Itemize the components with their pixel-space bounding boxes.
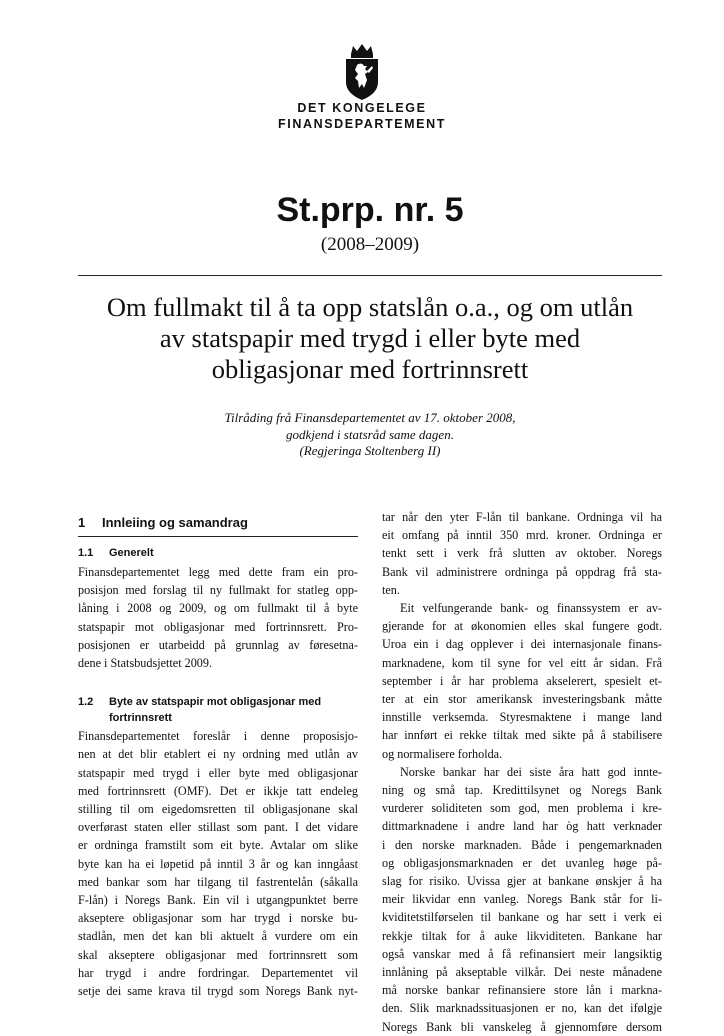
section-1-1-heading <box>78 545 358 561</box>
title-divider <box>78 275 662 276</box>
text-line: og normalisere forholda. <box>382 746 503 761</box>
text-line: Bank vil administrere ordninga på oppdrag frå sta- <box>382 564 662 579</box>
text-line: med fortrinnsrett (OMF). Det er ikkje tatt endeleg <box>78 783 358 798</box>
section-title: Byte av statspapir mot obligasjonar med <box>109 696 322 709</box>
text-line: overførast staten eller stillast som pant. I det vidare <box>78 820 358 835</box>
text-line: akseptere obligasjonar som har trygd i norske bu- <box>78 911 358 926</box>
text-line: gjerande for at økonomien elles skal fungere godt. <box>382 619 662 634</box>
text-line: skal akseptere obligasjonar med fortrinnsrett som <box>78 947 358 962</box>
text-line: tar når den yter F-lån til bankane. Ordninga vil ha <box>382 510 662 524</box>
text-line: eit omfang på inntil 350 mrd. kroner. Ordninga er <box>382 528 662 543</box>
text-line: Noregs Bank bli vanskeleg å gjennomføre dersom <box>382 1019 662 1034</box>
text-line: og obligasjonsmarknaden er det uvanleg høge på- <box>382 855 662 870</box>
text-line: ning og små tap. Kredittilsynet og Noregs Bank <box>382 783 662 798</box>
section-title: Generelt <box>109 547 154 559</box>
document-year: (2008–2009) <box>320 234 420 255</box>
text-line: har trygd i andre fordringar. Departementet vil <box>78 965 358 980</box>
text-line: også vanskar med å få refinansiert meir langsiktig <box>382 946 662 961</box>
section-1-2-text <box>78 727 358 1000</box>
right-column <box>382 508 662 1036</box>
text-line: Eit velfungerande bank- og finanssystem er av- <box>400 601 662 616</box>
text-line: september i år har problema akselerert, spesielt et- <box>382 673 662 688</box>
text-line: dittmarknadene i andre land har òg hatt verknader <box>382 819 662 834</box>
section-divider <box>78 536 358 537</box>
left-column <box>78 505 358 1000</box>
text-line: må norske bankar refinansiere store lån i markna- <box>382 983 662 998</box>
section-1-2-heading <box>78 694 358 710</box>
text-line: Finansdepartementet legg med dette fram ein pro- <box>78 565 358 579</box>
text-line: i den norske marknaden. Både i pengemarknaden <box>382 837 662 852</box>
paragraph-3 <box>382 763 662 1036</box>
text-line: posisjonen er utarbeidd på grunnlag av føresetna- <box>78 637 358 652</box>
document-title <box>78 292 662 385</box>
section-title: Innleiing og samandrag <box>102 515 248 530</box>
section-1-2-heading-cont <box>78 710 358 726</box>
text-line: vurderer soliditeten som god, men problema i kre- <box>382 801 662 816</box>
text-line: dene i Statsbudsjettet 2009. <box>78 656 213 671</box>
section-title: fortrinnsrett <box>109 712 172 725</box>
text-line: slag for risiko. Uvissa gjer at bankane ønskjer å ha <box>382 874 662 889</box>
text-line: meir likvidar enn vanleg. Noregs Bank står for li- <box>382 892 662 907</box>
title-line: Om fullmakt til å ta opp statslån o.a., og om utlån <box>106 292 634 322</box>
paragraph-1 <box>382 508 662 599</box>
approval-line: (Regjeringa Stoltenberg II) <box>299 443 441 458</box>
text-line: innstille verksemda. Styresmaktene i mange land <box>382 710 662 725</box>
text-line: rekkje tiltak for å auke likviditeten. Bankane har <box>382 928 662 943</box>
paragraph-2 <box>382 599 662 763</box>
text-line: innlåning på akseptable vilkår. Dei neste månadene <box>382 965 662 980</box>
text-line: Norske bankar har dei siste åra hatt god innte- <box>400 764 662 779</box>
section-1-1-text <box>78 563 358 672</box>
approval-line: Tilråding frå Finansdepartementet av 17. oktober 2008, <box>224 410 516 425</box>
text-line: ten. <box>382 582 400 597</box>
text-line: statspapir med trygd i eller byte med obligasjonar <box>78 765 358 780</box>
ministry-line-2: FINANSDEPARTEMENT <box>278 117 446 131</box>
text-line: byte kan ha ei løpetid på inntil 3 år og kan inngåast <box>78 856 358 871</box>
title-line: av statspapir med trygd i eller byte med <box>159 323 581 353</box>
norwegian-coat-of-arms-icon <box>345 44 379 100</box>
text-line: tenkt sett i verk frå slutten av oktober. Noregs <box>382 546 662 561</box>
section-1-heading <box>78 515 358 531</box>
text-line: har innført ei rekke tiltak med sikte på å stabilisere <box>382 728 662 743</box>
document-number: St.prp. nr. 5 <box>276 191 464 229</box>
section-number: 1.1 <box>78 547 94 559</box>
section-number: 1.2 <box>78 696 94 709</box>
text-line: Uroa ein i dag opplever i dei internasjonale finans- <box>382 637 662 652</box>
approval-note <box>170 410 570 460</box>
text-line: med bankar som har tilgang til fastrentelån (såkalla <box>78 874 358 889</box>
text-line: stilling til om eigedomsretten til obligasjonane skal <box>78 802 358 817</box>
text-line: kviditetstilførselen til bankane og har sett i verk ei <box>382 910 662 925</box>
text-line: Finansdepartementet foreslår i denne proposisjo- <box>78 729 358 744</box>
text-line: nen at det blir etablert ei ny ordning med utlån av <box>78 747 358 762</box>
text-line: posisjon med forslag til ny fullmakt for statleg opp- <box>78 583 358 598</box>
ministry-name <box>262 100 462 132</box>
title-line: obligasjonar med fortrinnsrett <box>211 354 529 384</box>
text-line: stadlån, men det kan bli aktuelt å vurdere om ein <box>78 929 358 944</box>
ministry-line-1: DET KONGELEGE <box>297 101 427 115</box>
text-line: ter at ein stor amerikansk investeringsbank måtte <box>382 692 662 707</box>
text-line: den. Slik marknadssituasjonen er no, kan det ifølgje <box>382 1001 662 1016</box>
text-line: marknadene, kom til syne for vel eitt år sidan. Frå <box>382 655 662 670</box>
text-line: er ordninga framstilt som eit byte. Avtalar om slike <box>78 838 358 853</box>
text-line: F-lån) i Noregs Bank. Ein vil i utgangpunktet berre <box>78 893 358 908</box>
approval-line: godkjend i statsråd same dagen. <box>286 426 454 442</box>
text-line: låning i 2008 og 2009, og om fullmakt til å byte <box>78 601 358 616</box>
text-line: statspapir mot obligasjonar med fortrinnsrett. Pro- <box>78 619 358 634</box>
section-number: 1 <box>78 515 86 530</box>
text-line: setje dei same krava til trygd som Noregs Bank nyt- <box>78 984 358 999</box>
